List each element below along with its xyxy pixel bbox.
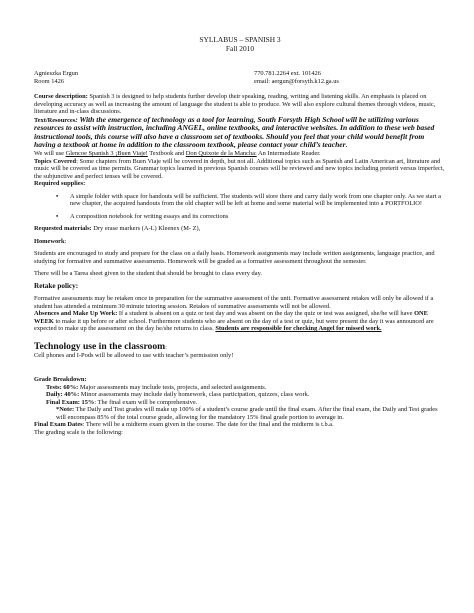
supplies-heading: Required supplies: [34,180,86,188]
text-resources-label: Text/Resources [34,116,76,124]
contact-block [34,70,446,85]
grade-daily: Daily: 40%: Minor assessments may include daily homework, class participation, quizzes, class work. [46,391,310,399]
bullet-icon: • [56,192,59,200]
grade-breakdown-heading: Grade Breakdown: [34,376,87,384]
technology-text: Cell phones and I-Pods will be allowed to use with teacher’s permission only! [34,351,234,359]
materials-label: Requested materials: [34,225,92,233]
final-exam-dates: Final Exam Dates: There will be a midterm exam given in the course. The date for the final and the midterm is t.b.a. [34,421,334,429]
homework-heading: Homework: [34,237,67,245]
technology-heading: Technology use in the classroom: [34,340,167,352]
syllabus-page [34,36,446,436]
topics-label: Topics Covered [34,157,77,165]
angel-notice: Students are responsible for checking Angel for missed work. [215,325,382,333]
grade-final-exam: Final Exam: 15%: The final exam will be comprehensive. [46,398,198,406]
topics-covered: Topics Covered: Some chapters from Buen Viaje will be covered in depth, but not all. Additional topics such as Spanish and Latin American art, literature and music will be covered as time permits. Grammar topics learned in previous Spanish courses will be reviewed and new topics including preterit versus imperfect, the subjunctive and perfect tenses will be covered. [34,157,445,180]
teacher-name: Agnieszka Ergun [34,70,79,78]
textbook-title: Glencoe Spanish 3 ¡Buen Viaje! [65,150,148,158]
text-resources: Text/Resources: With the emergence of technology as a tool for learning, South Forsyth High School will be utilizing various resources to assist with instruction, including ANGEL, online textbooks, and interactive websites. In addition to these web based instructional tools, this course will also have a classroom set of textbooks. Should you feel that your child would benefit from having a textbook at home in addition to the classroom textbook, please contact your child’s teacher. [34,114,435,150]
absences-makeup: Absences and Make Up Work: If a student is absent on a quiz or test day and was absent on the day the quiz or test was assigned, she/he will have ONE WEEK to make it up before or after school. Furthermore students who are absent on the day of a test or quiz, but were present the day it was announced are expected to make up the assessment on the day he/she returns to class. Students are responsible for checking Angel for missed work. [34,310,434,333]
phone-number: 770.781.2264 ext. 101426 [254,70,321,78]
syllabus-title: SYLLABUS – SPANISH 3 [199,35,281,44]
email-address: email: aergun@forsyth.k12.ga.us [254,77,339,85]
tarea-sheet-note: There will be a Tarea sheet given to the student that should be brought to class every day. [34,270,262,278]
text-resources-text: : With the emergence of technology as a tool for learning, South Forsyth High School will be utilizing various resources to assist with instruction, including ANGEL, online textbooks, and interactive websites. In addition to these web based instructional tools, this course will also have a classroom set of textbooks. Should you feel that your child would benefit from having a textbook at home in addition to the classroom textbook, please contact your child’s teacher [34,114,435,150]
syllabus-term: Fall 2010 [225,43,255,53]
retake-text: Formative assessments may be retaken once in preparation for the summative assessment of the unit. Formative assessment retakes will only be allowed if a student has attended a minimum 30 minute tutoring session. Retakes of summative assessments will not be allowed. [34,295,434,310]
reader-title: Don Quixote de la Mancha: [185,150,257,158]
grading-scale-intro: The grading scale is the following: [34,428,123,436]
retake-heading: Retake policy: [34,281,79,290]
supply-item: • A composition notebook for writing essays and its corrections [56,212,229,220]
requested-materials: Requested materials: Dry erase markers (A-L) Kleenex (M- Z), [34,225,201,233]
textbooks-line: We will use Glencoe Spanish 3 ¡Buen Viaje! Textbook and Don Quixote de la Mancha: An Intermediate Reader. [34,150,321,158]
supply-item: • A simple folder with space for handouts will be sufficient. The students will store there and carry daily work from one chapter only. As we start a new chapter, the acquired handouts from the old chapter will be left at home and some material will be implemented into a PORTFOLIO! [56,192,441,208]
course-description-label: Course description: [34,93,88,101]
course-description [34,93,446,116]
grade-tests: Tests: 60%: Major assessments may include tests, projects, and selected assignments. [46,383,267,391]
absences-label: Absences and Make Up Work: [34,310,118,318]
homework-text: Students are encouraged to study and prepare for the class on a daily basis. Homework assignments may include written assignments, language practice, and studying for formative and summative assessments. Homework will be graded as a formative assessment throughout the semester. [34,250,435,265]
bullet-icon: • [56,212,59,220]
course-description-text: Spanish 3 is designed to help students further develop their speaking, reading, writing and listening skills. An emphasis is placed on developing accuracy as well as increasing the amount of language the student is able to produce. We will also explore cultural themes through videos, music, literature and in-class discussions. [34,93,436,116]
grade-note: *Note: The Daily and Test grades will make up 100% of a student’s course grade until the final exam. After the final exam, the Daily and Test grades will encompass 85% of the total course grade, allowing for the mandatory 15% final grade portion to average in. [56,406,438,421]
room-number: Room 1426 [34,77,65,85]
